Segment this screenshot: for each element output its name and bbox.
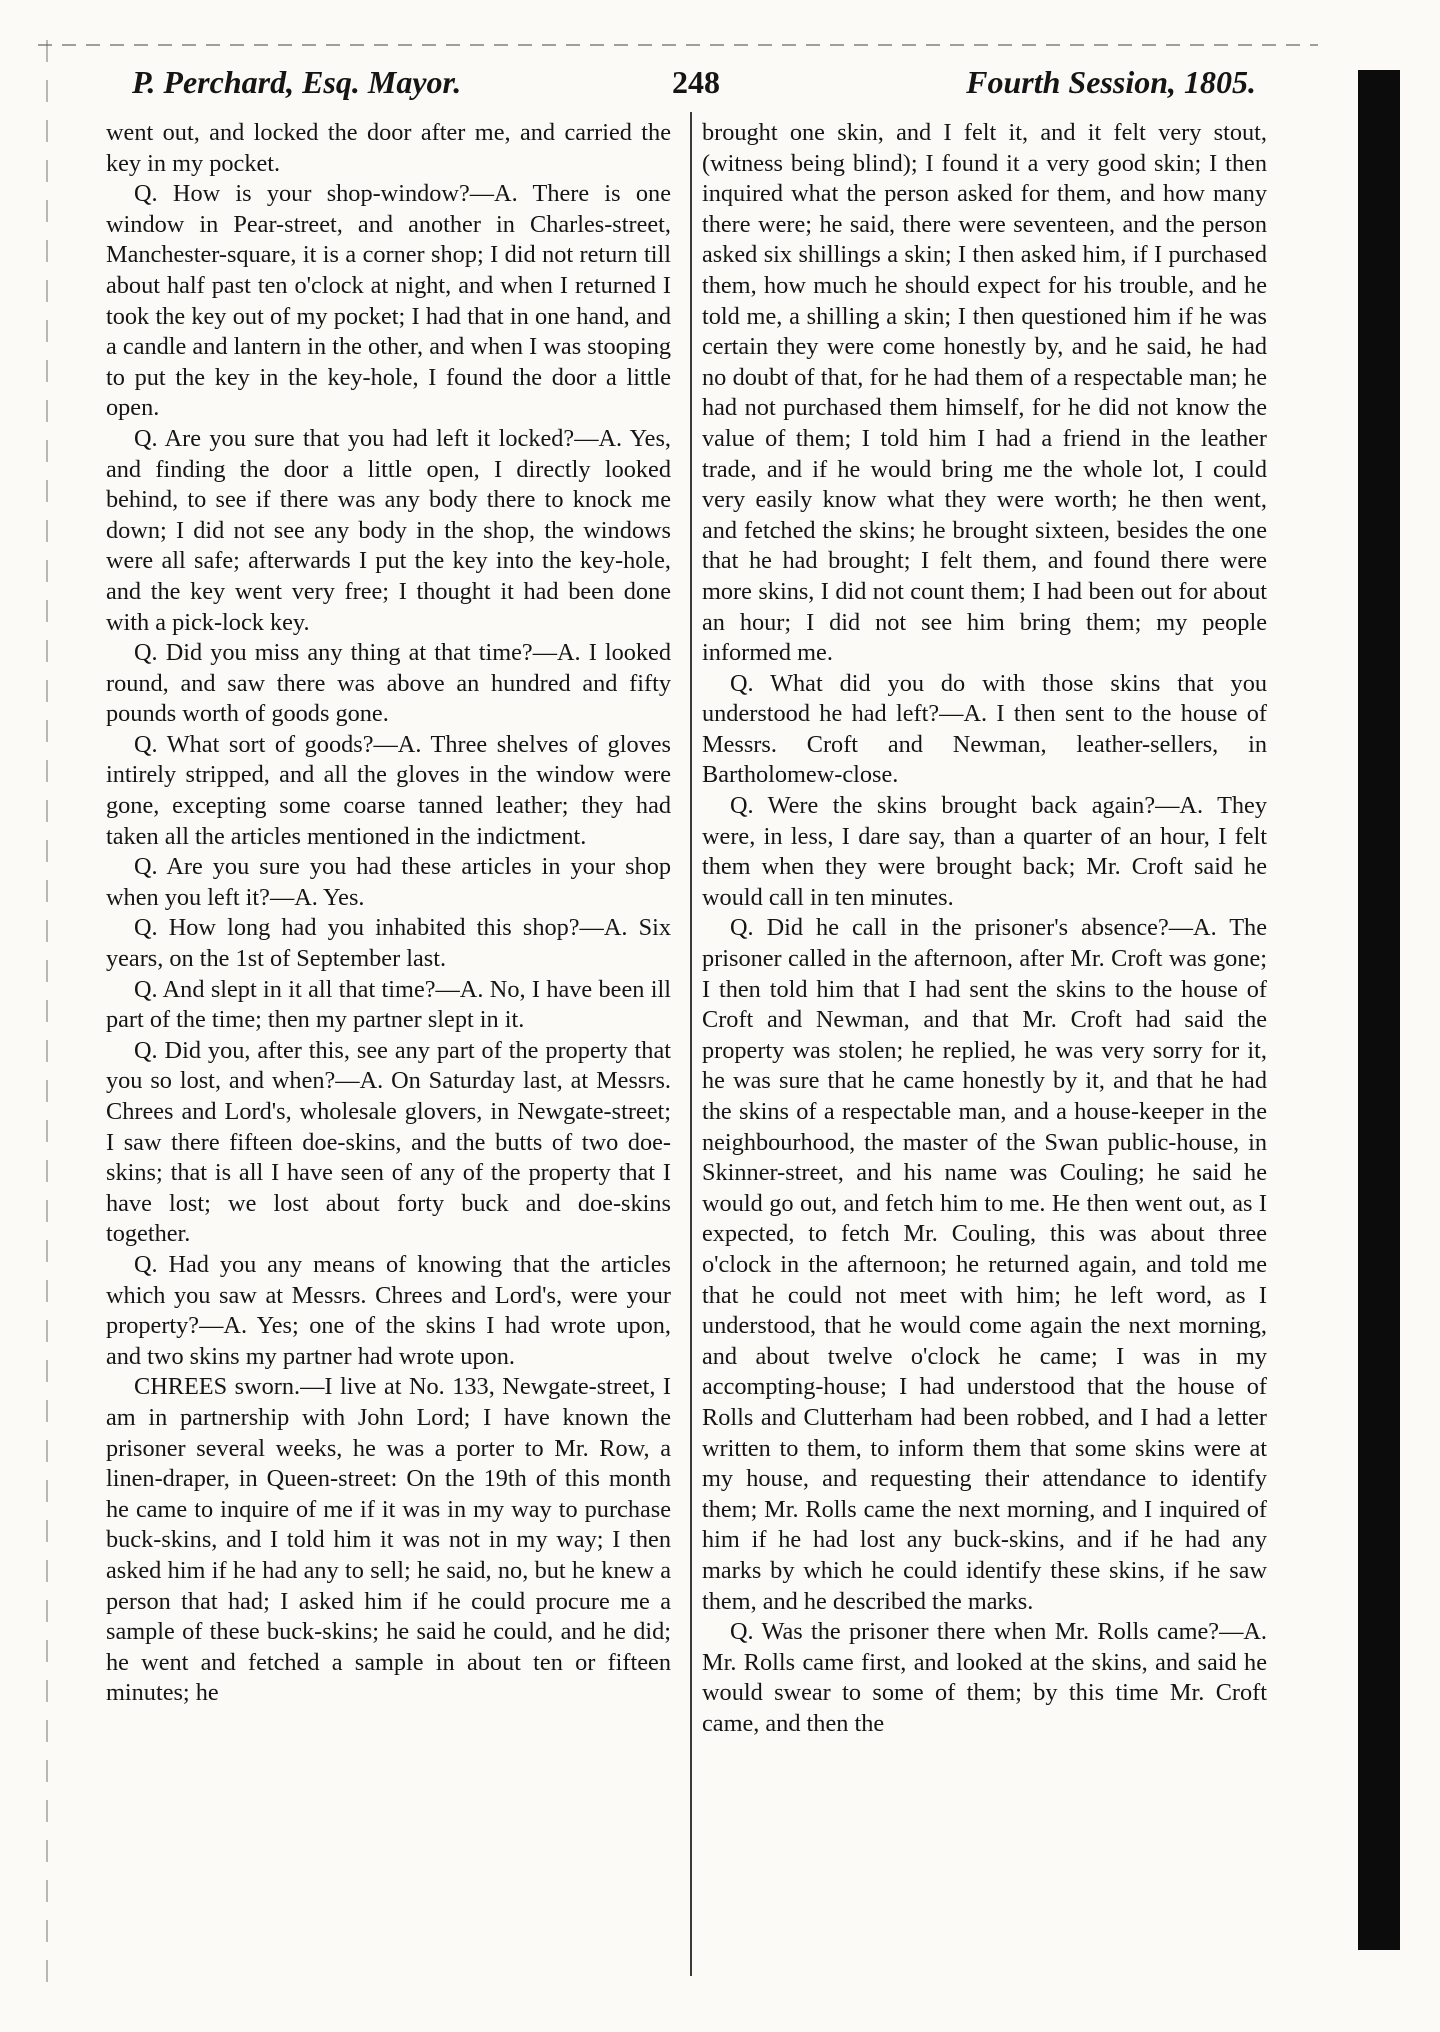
right-column <box>702 118 1267 1739</box>
paragraph: Q. What sort of goods?—A. Three shelves of gloves intirely stripped, and all the gloves in the window were gone, excepting some coarse tanned leather; they had taken all the articles mentioned in the indictment. <box>106 730 671 850</box>
paragraph: Q. How long had you inhabited this shop?—A. Six years, on the 1st of September last. <box>106 914 671 973</box>
paragraph: Q. Were the skins brought back again?—A. They were, in less, I dare say, than a quarter of an hour, I felt them when they were brought back; Mr. Croft said he would call in ten minutes. <box>702 792 1267 911</box>
column-divider <box>690 112 692 1976</box>
header-session: Fourth Session, 1805. <box>966 64 1256 100</box>
paragraph: Q. Did you miss any thing at that time?—A. I looked round, and saw there was above an hundred and fifty pounds worth of goods gone. <box>106 639 671 728</box>
paragraph: Q. What did you do with those skins that you understood he had left?—A. I then sent to the house of Messrs. Croft and Newman, leather-sellers, in Bartholomew-close. <box>702 669 1267 789</box>
paragraph: Q. And slept in it all that time?—A. No, I have been ill part of the time; then my partner slept in it. <box>106 975 671 1034</box>
running-header <box>110 64 1256 110</box>
paragraph: Q. How is your shop-window?—A. There is one window in Pear-street, and another in Charles-street, Manchester-square, it is a corner shop; I did not return till about half past ten o'clock at night, and when I returned I took the key out of my pocket; I had that in one hand, and a candle and lantern in the other, and when I was stooping to put the key in the key-hole, I found the door a little open. <box>106 180 671 422</box>
paragraph: Q. Had you any means of knowing that the articles which you saw at Messrs. Chrees and Lord's, were your property?—A. Yes; one of the skins I had wrote upon, and two skins my partner had wrote upon. <box>106 1250 671 1370</box>
left-column <box>106 118 671 1709</box>
paragraph: Q. Are you sure you had these articles in your shop when you left it?—A. Yes. <box>106 853 671 911</box>
paragraph: went out, and locked the door after me, and carried the key in my pocket. <box>106 119 671 177</box>
paragraph: Q. Was the prisoner there when Mr. Rolls came?—A. Mr. Rolls came first, and looked at the skins, and said he would swear to some of them; by this time Mr. Croft came, and then the <box>702 1618 1267 1737</box>
page-number: 248 <box>672 64 720 100</box>
binding-edge-shadow <box>1358 70 1400 1950</box>
paragraph: Q. Are you sure that you had left it locked?—A. Yes, and finding the door a little open, I directly looked behind, to see if there was any body there to knock me down; I did not see any body in the shop, the windows were all safe; afterwards I put the key into the key-hole, and the key went very free; I thought it had been done with a pick-lock key. <box>106 424 671 636</box>
header-mayor: P. Perchard, Esq. Mayor. <box>132 64 462 100</box>
top-border-rule <box>38 44 1318 46</box>
left-gutter-rule <box>46 40 48 2000</box>
paragraph: brought one skin, and I felt it, and it felt very stout, (witness being blind); I found it a very good skin; I then inquired what the person asked for them, and how many there were; he said, there were seventeen, and the person asked six shillings a skin; I then asked him, if I purchased them, how much he should expect for his trouble, and he told me, a shilling a skin; I then questioned him if he was certain they were come honestly by, and he said, he had no doubt of that, for he had them of a respectable man; he had not purchased them himself, for he did not know the value of them; I told him I had a friend in the leather trade, and if he would bring me the whole lot, I could very easily know what they were worth; he then went, and fetched the skins; he brought sixteen, besides the one that he had brought; I felt them, and found there were more skins, I did not count them; I had been out for about an hour; I did not see him bring them; my people informed me. <box>702 119 1267 667</box>
paragraph: Q. Did you, after this, see any part of the property that you so lost, and when?—A. On Saturday last, at Messrs. Chrees and Lord's, wholesale glovers, in Newgate-street; I saw there fifteen doe-skins, and the butts of two doe-skins; that is all I have seen of any of the property that I have lost; we lost about forty buck and doe-skins together. <box>106 1036 671 1248</box>
paragraph: CHREES sworn.—I live at No. 133, Newgate-street, I am in partnership with John Lord; I have known the prisoner several weeks, he was a porter to Mr. Row, a linen-draper, in Queen-street: On the 19th of this month he came to inquire of me if it was in my way to purchase buck-skins, and I told him it was not in my way; I then asked him if he had any to sell; he said, no, but he knew a person that had; I asked him if he could procure me a sample of these buck-skins; he said he could, and he did; he went and fetched a sample in about ten or fifteen minutes; he <box>106 1373 671 1707</box>
paragraph: Q. Did he call in the prisoner's absence?—A. The prisoner called in the afternoon, after Mr. Croft was gone; I then told him that I had sent the skins to the house of Croft and Newman, and that Mr. Croft had said the property was stolen; he replied, he was very sorry for it, he was sure that he came honestly by it, and that he had the skins of a respectable man, and a house-keeper in the neighbourhood, the master of the Swan public-house, in Skinner-street, and his name was Couling; he said he would go out, and fetch him to me. He then went out, as I expected, to fetch Mr. Couling, this was about three o'clock in the afternoon; he returned again, and told me that he could not meet with him; he left word, as I understood, that he would come again the next morning, and about twelve o'clock he came; I was in my accompting-house; I had understood that the house of Rolls and Clutterham had been robbed, and I had a letter written to them, to inform them that some skins were at my house, and requesting their attendance to identify them; Mr. Rolls came the next morning, and I inquired of him if he had lost any buck-skins, and if he had any marks by which he could identify these skins, if he saw them, and he described the marks. <box>702 914 1267 1615</box>
